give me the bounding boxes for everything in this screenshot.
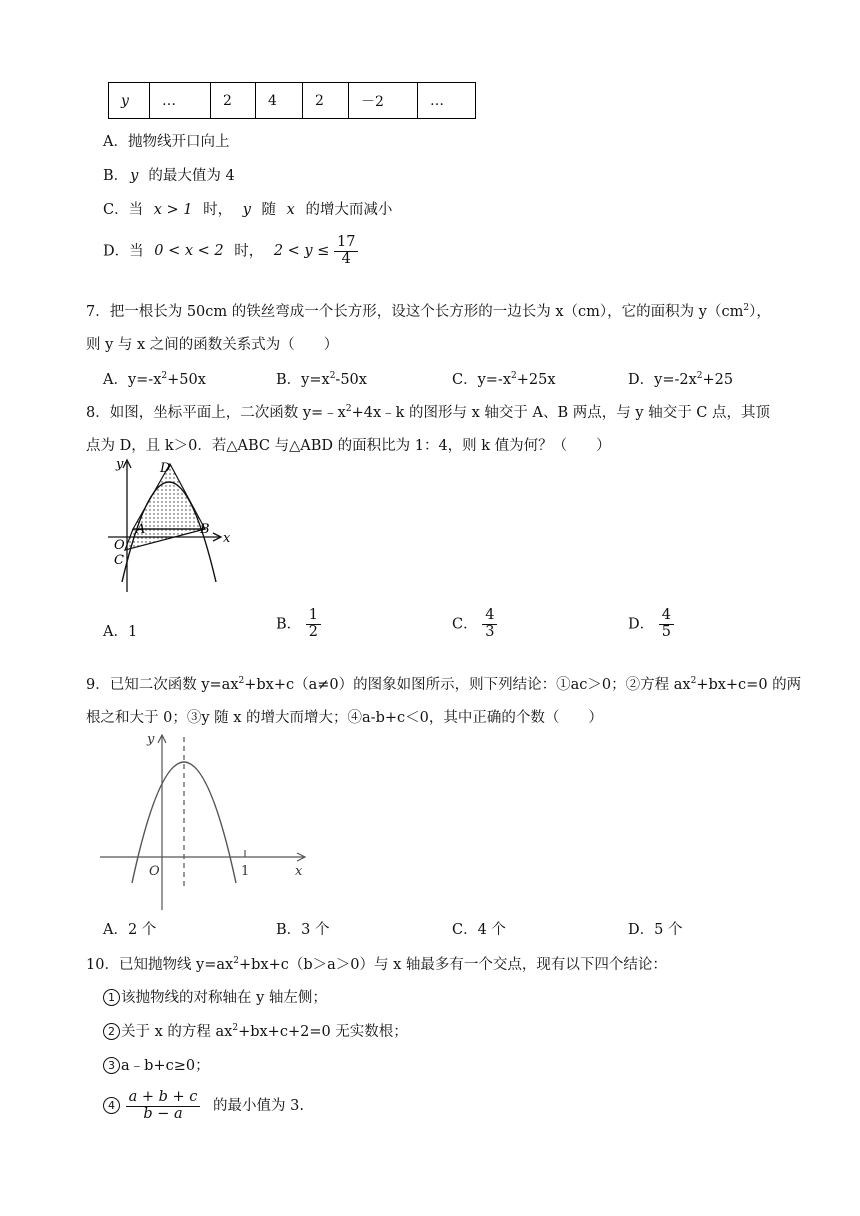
fraction-denominator: 2	[308, 623, 318, 640]
q9-figure	[95, 725, 320, 915]
conclusion-text: a﹣b+c≥0；	[121, 1058, 210, 1074]
q8-option-b	[276, 608, 321, 641]
circled-number-2: 2	[103, 1023, 120, 1040]
option-text: C．y=-x	[452, 372, 512, 388]
q6-option-c-var2: x	[286, 202, 295, 218]
option-text-end: +50x	[167, 372, 206, 388]
superscript: 2	[345, 404, 352, 415]
q9-option-b: B．3 个	[276, 922, 330, 938]
value-table	[108, 82, 476, 119]
fig-label-y: y	[147, 732, 155, 747]
superscript: 2	[329, 371, 336, 382]
q6-option-d-condition: 0 < x < 2	[154, 243, 224, 260]
fraction-denominator: 3	[485, 623, 495, 640]
fraction-numerator: 1	[306, 608, 321, 625]
q6-option-c-condition: x > 1	[153, 202, 193, 218]
q8-option-b-fraction	[306, 608, 321, 641]
superscript: 2	[232, 1023, 239, 1034]
fig-label-c: C	[114, 553, 124, 568]
superscript: 2	[511, 371, 517, 382]
superscript: 2	[238, 676, 245, 687]
fraction-numerator: a + b + c	[126, 1090, 201, 1107]
q8-figure	[100, 452, 240, 602]
superscript: 2	[161, 371, 168, 382]
fraction-denominator: b − a	[143, 1105, 183, 1122]
q10-stem	[86, 953, 667, 974]
q9-text-end: +bx+c=0 的两	[696, 677, 802, 693]
fig-label-a: A	[136, 522, 146, 537]
table-row	[109, 83, 476, 119]
table-cell: …	[150, 83, 211, 119]
option-text-end: -50x	[335, 372, 367, 388]
q10-text-end: +bx+c（b＞a＞0）与 x 轴最多有一个交点，现有以下四个结论：	[238, 957, 667, 973]
q10-conclusion-1	[103, 986, 327, 1007]
q6-option-a: A．抛物线开口向上	[103, 134, 230, 150]
table-cell: 2	[303, 83, 349, 119]
fig-label-o: O	[149, 864, 160, 879]
q9-option-c: C．4 个	[452, 922, 506, 938]
q9-stem-line2: 根之和大于 0；③y 随 x 的增大而增大；④a-b+c＜0，其中正确的个数（ ）	[86, 710, 603, 726]
q7-option-c	[452, 368, 556, 389]
fraction-numerator: 4	[659, 608, 674, 625]
q6-option-d-mid: 时，	[234, 243, 264, 260]
conclusion-text: 该抛物线的对称轴在 y 轴左侧；	[121, 990, 327, 1006]
option-text-end: +25x	[516, 372, 556, 388]
q6-option-d-fraction	[334, 235, 358, 268]
q10-text: 10．已知抛物线 y=ax	[86, 957, 234, 973]
fig-label-y: y	[116, 457, 124, 472]
q8-option-d-fraction	[659, 608, 674, 641]
q9-option-a: A．2 个	[103, 922, 157, 938]
q6-option-b	[103, 164, 235, 185]
q8-option-a: A．1	[103, 624, 138, 640]
q6-option-d	[103, 235, 358, 268]
q8-stem-line1	[86, 401, 770, 422]
q7-option-d	[628, 368, 733, 389]
q7-text-end: ），	[749, 304, 771, 320]
q8-option-c-fraction	[482, 608, 497, 641]
q6-option-c-mid2: 随	[261, 202, 277, 218]
q6-option-c-prefix: C．当	[103, 202, 144, 218]
conclusion-text: 关于 x 的方程 ax	[121, 1024, 233, 1040]
q10-conclusion-3	[103, 1054, 210, 1075]
q6-option-c	[103, 198, 392, 219]
fraction-numerator: 4	[482, 608, 497, 625]
q6-option-d-inequality: 2 < y ≤	[273, 243, 330, 260]
q6-option-b-var: y	[130, 168, 139, 184]
q9-text-mid: +bx+c（a≠0）的图象如图所示，则下列结论：①ac＞0；②方程 ax	[244, 677, 691, 693]
q6-option-c-text: 的增大而减小	[305, 202, 393, 218]
option-text-end: +25	[702, 372, 734, 388]
fraction-denominator: 4	[341, 250, 351, 267]
table-cell: 4	[256, 83, 303, 119]
fig-label-x: x	[223, 531, 231, 546]
q8-stem-line2: 点为 D，且 k＞0．若△ABC 与△ABD 的面积比为 1：4，则 k 值为何？（ ）	[86, 438, 611, 454]
table-row-label: y	[109, 83, 150, 119]
superscript: 2	[696, 371, 703, 382]
fig-label-o: O	[114, 538, 125, 553]
table-cell: －2	[349, 83, 418, 119]
q6-option-b-prefix: B．	[103, 168, 129, 184]
superscript: 2	[743, 303, 750, 314]
fig-label-b: B	[200, 522, 210, 537]
option-text: D．y=-2x	[628, 372, 697, 388]
q9-option-d: D．5 个	[628, 922, 683, 938]
q10-fraction	[126, 1090, 201, 1123]
q7-option-b	[276, 368, 367, 389]
option-label: C．	[452, 616, 478, 633]
fraction-numerator: 17	[334, 235, 358, 252]
q6-option-c-mid1: 时，	[203, 202, 233, 218]
table-cell: 2	[211, 83, 256, 119]
q9-text: 9．已知二次函数 y=ax	[86, 677, 239, 693]
superscript: 2	[233, 956, 239, 967]
option-text: A．y=-x	[103, 372, 162, 388]
q9-stem-line1	[86, 673, 801, 694]
q7-text: 7．把一根长为 50cm 的铁丝弯成一个长方形，设这个长方形的一边长为 x（cm），它的面积为 y（cm	[86, 304, 744, 320]
q8-text-end: +4x﹣k 的图形与 x 轴交于 A、B 两点，与 y 轴交于 C 点，其顶	[351, 405, 771, 421]
q7-stem-line1	[86, 300, 771, 321]
q7-stem-line2: 则 y 与 x 之间的函数关系式为（ ）	[86, 337, 339, 353]
q6-option-d-prefix: D．当	[103, 243, 144, 260]
q6-option-b-text: 的最大值为 4	[148, 168, 235, 184]
option-text: B．y=x	[276, 372, 330, 388]
circled-number-4: 4	[103, 1097, 120, 1114]
superscript: 2	[690, 676, 697, 687]
option-label: D．	[628, 616, 655, 633]
fig-label-d: D	[160, 461, 171, 476]
q8-text: 8．如图，坐标平面上，二次函数 y=﹣x	[86, 405, 346, 421]
fig-label-x: x	[295, 864, 303, 879]
q7-option-a	[103, 368, 206, 389]
conclusion-text-end: +bx+c+2=0 无实数根；	[238, 1024, 408, 1040]
q10-conclusion-4	[103, 1090, 304, 1123]
fraction-denominator: 5	[661, 623, 671, 640]
table-cell: …	[418, 83, 476, 119]
q6-option-c-var1: y	[242, 202, 251, 218]
circled-number-1: 1	[103, 989, 120, 1006]
option-label: B．	[276, 616, 302, 633]
conclusion-text: 的最小值为 3.	[213, 1098, 304, 1115]
q10-conclusion-2	[103, 1020, 408, 1041]
q8-option-c	[452, 608, 497, 641]
circled-number-3: 3	[103, 1057, 120, 1074]
q8-option-d	[628, 608, 674, 641]
fig-label-one: 1	[241, 864, 250, 879]
